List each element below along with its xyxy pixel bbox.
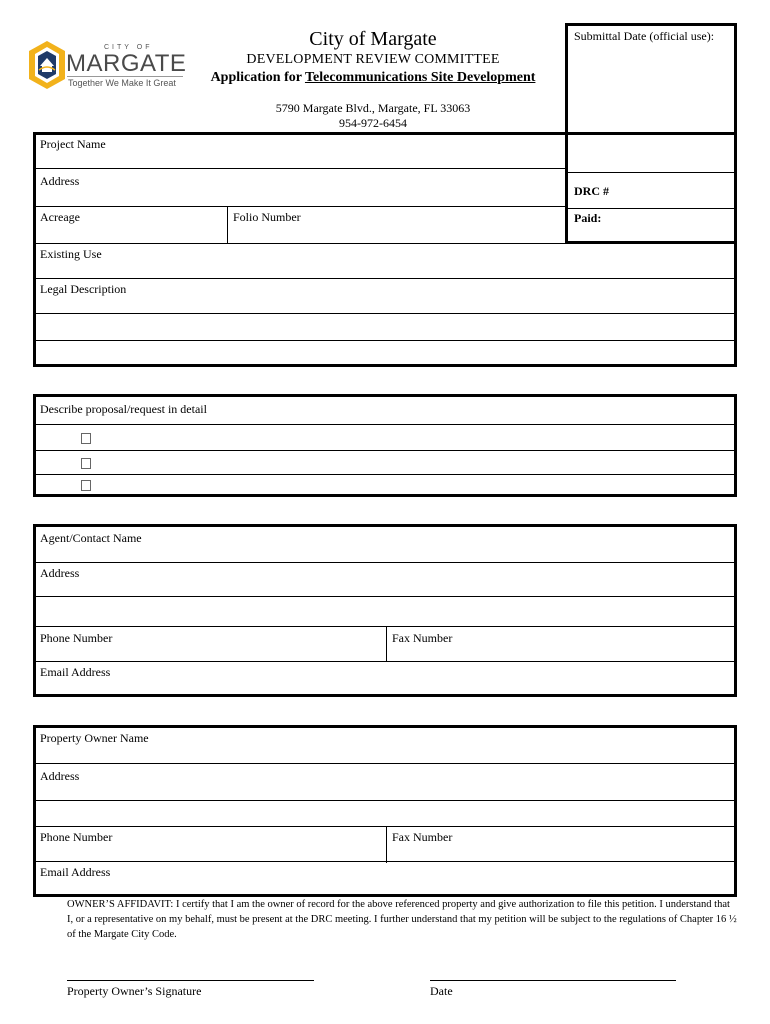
agent-name-field[interactable]: [36, 527, 734, 562]
agent-section: [33, 524, 737, 697]
folio-number-field[interactable]: [229, 208, 565, 242]
committee-heading: DEVELOPMENT REVIEW COMMITTEE: [246, 52, 500, 67]
agent-email-field[interactable]: [36, 663, 734, 695]
logo-wordmark: MARGATE: [66, 50, 187, 77]
owner-address-label: Address: [40, 769, 80, 783]
proposal-description-field[interactable]: [36, 397, 734, 424]
owner-fax-field[interactable]: [388, 828, 734, 861]
agent-address-field[interactable]: [36, 564, 734, 596]
owner-section: [33, 725, 737, 897]
agent-address-label: Address: [40, 566, 80, 580]
project-address-field[interactable]: [36, 170, 565, 206]
agent-fax-label: Fax Number: [392, 631, 453, 645]
proposal-description-label: Describe proposal/request in detail: [40, 402, 207, 416]
application-prefix: Application for: [210, 70, 305, 85]
agent-email-label: Email Address: [40, 665, 111, 679]
logo-tagline: Together We Make It Great: [68, 78, 176, 88]
project-name-label: Project Name: [40, 137, 106, 151]
owner-address-line-2[interactable]: [36, 802, 734, 826]
page-title: City of Margate: [309, 28, 437, 50]
drc-number-label: DRC #: [574, 184, 609, 198]
owner-name-label: Property Owner Name: [40, 731, 149, 745]
proposal-line-1[interactable]: [36, 426, 734, 450]
proposal-section: [33, 394, 737, 497]
agent-fax-field[interactable]: [388, 628, 734, 661]
proposal-line-3[interactable]: [36, 476, 734, 495]
margate-emblem-icon: [28, 40, 66, 90]
agent-name-label: Agent/Contact Name: [40, 531, 142, 545]
application-type: Telecommunications Site Development: [304, 70, 536, 85]
project-address-label: Address: [40, 174, 80, 188]
legal-description-label: Legal Description: [40, 282, 127, 296]
project-name-field[interactable]: [36, 135, 565, 168]
owner-email-field[interactable]: [36, 863, 734, 895]
logo-divider: [67, 76, 183, 77]
owner-name-field[interactable]: [36, 728, 734, 763]
legal-description-line-2[interactable]: [36, 315, 734, 340]
existing-use-field[interactable]: [36, 245, 734, 278]
empty-checkbox-icon[interactable]: [81, 458, 91, 469]
owner-affidavit-text: OWNER’S AFFIDAVIT: I certify that I am the owner of record for the above referenced property and give authorization to file this petition. I understand that I, or a representative on my behalf, must be present at the DRC meeting. I further understand that my petition will be subject to the regulations of Chapter 16 ½ of the Margate City Code.: [67, 899, 737, 940]
owner-phone-label: Phone Number: [40, 830, 113, 844]
signature-date-field[interactable]: [430, 950, 676, 980]
application-heading: [198, 70, 548, 86]
existing-use-label: Existing Use: [40, 247, 102, 261]
agent-address-line-2[interactable]: [36, 598, 734, 626]
owner-fax-label: Fax Number: [392, 830, 453, 844]
agent-phone-label: Phone Number: [40, 631, 113, 645]
owner-email-label: Email Address: [40, 865, 111, 879]
submittal-date-label: Submittal Date (official use):: [574, 29, 715, 43]
city-address: 5790 Margate Blvd., Margate, FL 33063: [275, 101, 471, 115]
paid-label: Paid:: [574, 211, 602, 225]
acreage-field[interactable]: [36, 208, 226, 242]
agent-phone-field[interactable]: [36, 628, 386, 661]
owner-signature-field[interactable]: [67, 950, 314, 980]
logo-city-of: CITY OF: [104, 44, 153, 51]
owner-phone-field[interactable]: [36, 828, 386, 861]
legal-description-line-3[interactable]: [36, 342, 734, 364]
legal-description-field[interactable]: [36, 280, 734, 313]
folio-number-label: Folio Number: [233, 210, 301, 224]
owner-signature-label: Property Owner’s Signature: [67, 984, 202, 998]
acreage-label: Acreage: [40, 210, 80, 224]
signature-line: [67, 980, 314, 981]
owner-address-field[interactable]: [36, 765, 734, 800]
date-line: [430, 980, 676, 981]
signature-date-label: Date: [430, 984, 453, 998]
empty-checkbox-icon[interactable]: [81, 433, 91, 444]
empty-checkbox-icon[interactable]: [81, 480, 91, 491]
city-phone: 954-972-6454: [339, 116, 407, 130]
proposal-line-2[interactable]: [36, 452, 734, 474]
